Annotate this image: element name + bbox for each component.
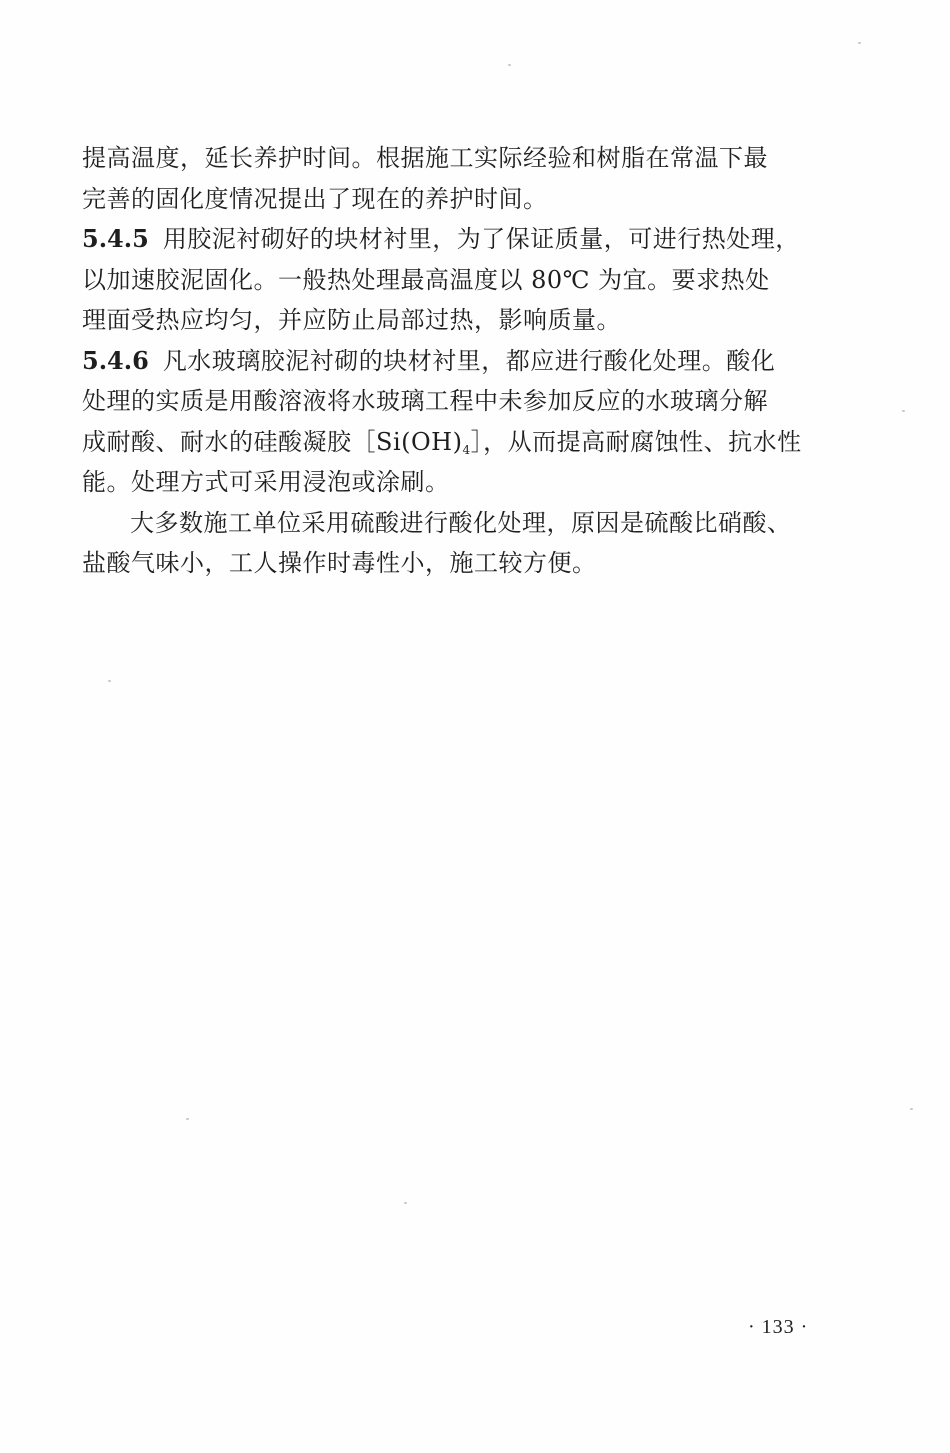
text-line: 理面受热应均匀，并应防止局部过热，影响质量。 — [82, 306, 621, 334]
text-line: 能。处理方式可采用浸泡或涂刷。 — [82, 468, 450, 496]
scan-speck — [404, 1202, 407, 1204]
scan-speck — [858, 42, 861, 44]
section-5-4-5-line — [82, 219, 852, 260]
section-5-4-6-line — [82, 341, 852, 382]
page-number: · 133 · — [748, 1316, 809, 1338]
text-line: 以加速胶泥固化。一般热处理最高温度以 80℃ 为宜。要求热处 — [82, 265, 770, 294]
scan-speck — [186, 1118, 189, 1120]
paragraph-first-line: 大多数施工单位采用硫酸进行酸化处理，原因是硫酸比硝酸、 — [130, 508, 792, 537]
text-line: 盐酸气味小，工人操作时毒性小，施工较方便。 — [82, 549, 597, 577]
scan-speck — [910, 1108, 913, 1110]
scan-speck — [508, 64, 511, 66]
text-line: 完善的固化度情况提出了现在的养护时间。 — [82, 184, 548, 213]
text-span: ］，从而提高耐腐蚀性、抗水性 — [470, 427, 802, 456]
text-span: 成耐酸、耐水的硅酸凝胶［Si(OH) — [82, 427, 463, 456]
scan-speck — [108, 680, 111, 682]
text-span: 凡水玻璃胶泥衬砌的块材衬里，都应进行酸化处理。酸化 — [162, 346, 776, 375]
formula-subscript: 4 — [462, 442, 471, 457]
section-number: 5.4.6 — [82, 345, 149, 375]
text-line: 处理的实质是用酸溶液将水玻璃工程中未参加反应的水玻璃分解 — [82, 387, 768, 415]
text-line: 提高温度，延长养护时间。根据施工实际经验和树脂在常温下最 — [82, 144, 768, 172]
text-line-with-formula — [82, 422, 852, 463]
body-text — [82, 138, 852, 584]
section-number: 5.4.5 — [82, 224, 149, 253]
scan-speck — [902, 410, 905, 412]
text-span: 用胶泥衬砌好的块材衬里，为了保证质量，可进行热处理， — [162, 225, 800, 253]
